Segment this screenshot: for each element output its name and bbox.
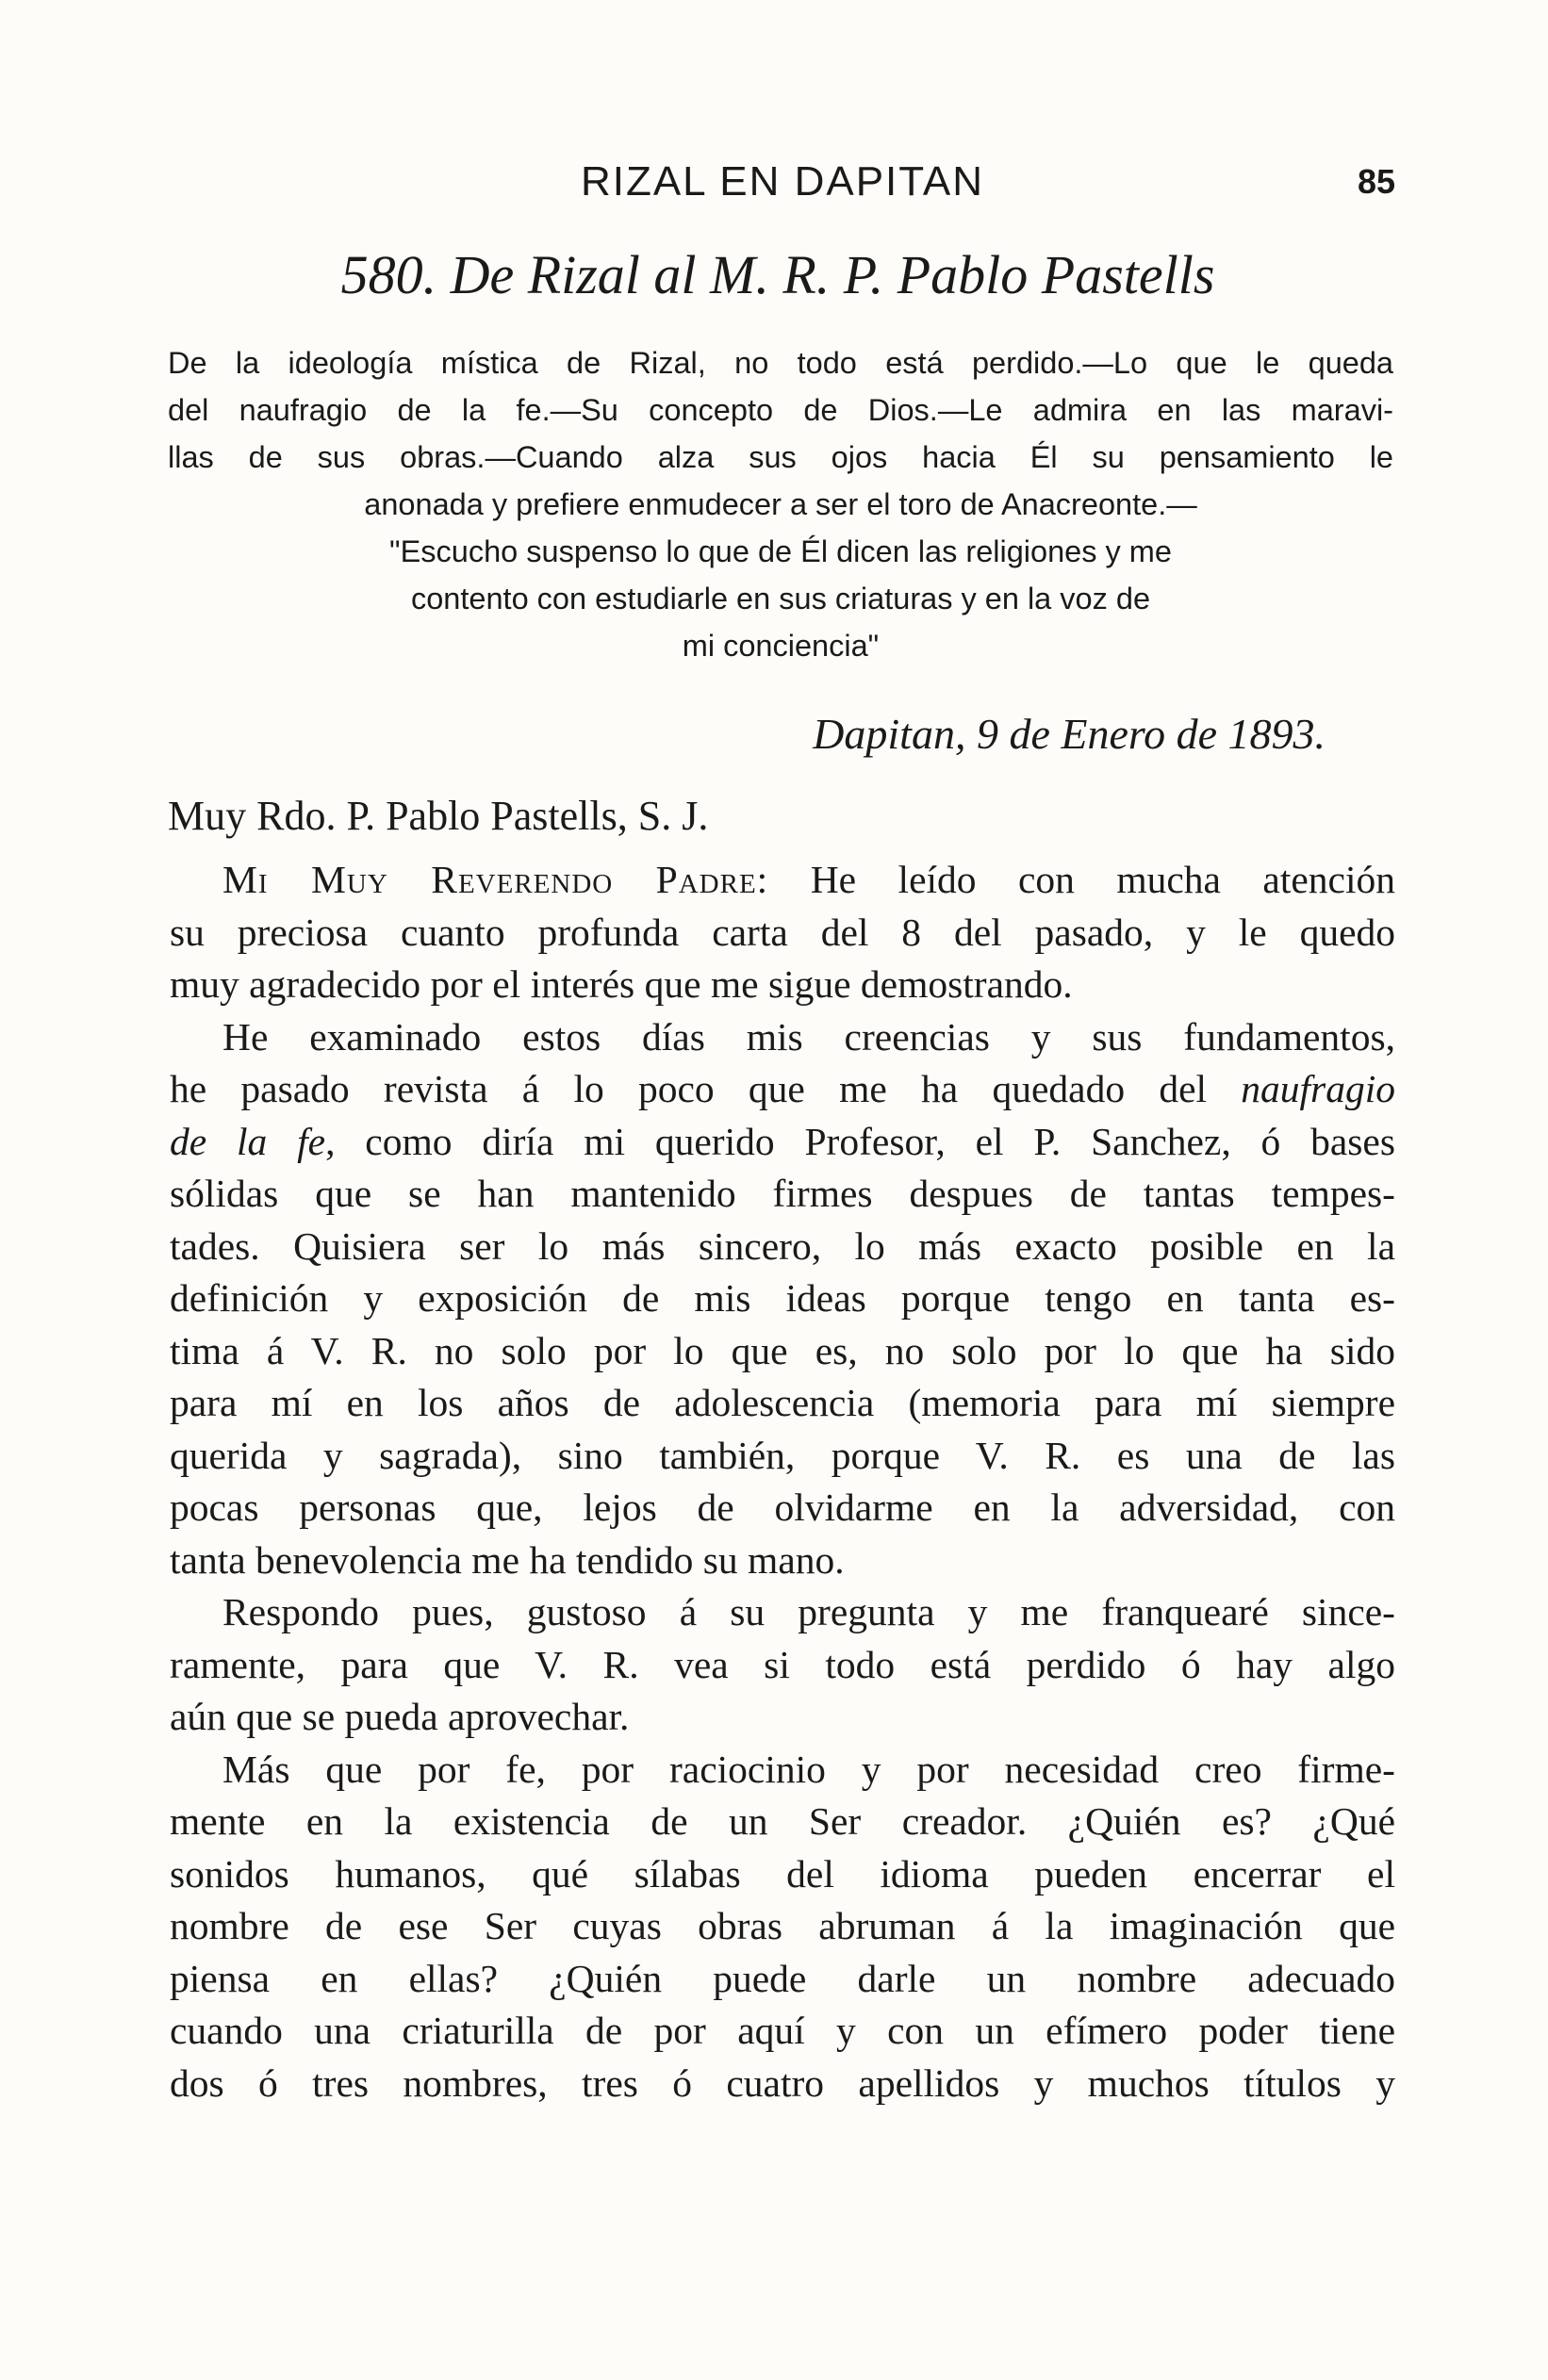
running-head (170, 158, 1395, 215)
summary-line: anonada y prefiere enmudecer a ser el toro de Anacreonte.— (364, 487, 1197, 521)
letter-summary (168, 339, 1393, 669)
opening-address: Mi Muy Reverendo Padre: (222, 858, 769, 901)
body-line: de la fe, como diría mi querido Profesor, el P. Sanchez, ó bases (170, 1119, 1396, 1163)
page-number: 85 (1357, 162, 1395, 201)
body-line: definición y exposición de mis ideas porque tengo en tanta es- (170, 1276, 1395, 1320)
body-line: su preciosa cuanto profunda carta del 8 del pasado, y le quedo (170, 910, 1395, 954)
body-line: tanta benevolencia me ha tendido su mano. (170, 1537, 845, 1582)
body-line: Más que por fe, por raciocinio y por necesidad creo firme- (222, 1747, 1395, 1791)
body-line: aún que se pueda aprovechar. (170, 1695, 630, 1738)
body-line: sonidos humanos, qué sílabas del idioma pueden encerrar el (170, 1851, 1395, 1896)
body-line: He examinado estos días mis creencias y sus fundamentos, (222, 1014, 1395, 1059)
salutation: Muy Rdo. P. Pablo Pastells, S. J. (168, 793, 709, 839)
summary-line: del naufragio de la fe.—Su concepto de Dios.—Le admira en las maravi- (168, 393, 1393, 427)
body-line: nombre de ese Ser cuyas obras abruman á la imaginación que (170, 1904, 1395, 1947)
summary-line: contento con estudiarle en sus criaturas y en la voz de (410, 582, 1151, 616)
body-line: he pasado revista á lo poco que me ha quedado del naufragio (170, 1067, 1395, 1110)
body-line: tades. Quisiera ser lo más sincero, lo más exacto posible en la (170, 1223, 1395, 1268)
body-line: ramente, para que V. R. vea si todo está perdido ó hay algo (170, 1642, 1395, 1686)
body-line: para mí en los años de adolescencia (memoria para mí siempre (170, 1381, 1395, 1424)
body-line: Respondo pues, gustoso á su pregunta y me franquearé since- (222, 1590, 1395, 1633)
summary-line: llas de sus obras.—Cuando alza sus ojos hacia Él su pensamiento le (168, 440, 1393, 474)
body-line: cuando una criaturilla de por aquí y con un efímero poder tiene (170, 2009, 1395, 2052)
summary-line: mi conciencia" (682, 629, 880, 663)
body-line: dos ó tres nombres, tres ó cuatro apellidos y muchos títulos y (170, 2060, 1395, 2105)
body-line: piensa en ellas? ¿Quién puede darle un nombre adecuado (170, 1956, 1395, 2000)
summary-line: De la ideología mística de Rizal, no todo está perdido.—Lo que le queda (168, 346, 1393, 380)
body-line: tima á V. R. no solo por lo que es, no solo por lo que ha sido (170, 1328, 1395, 1372)
body-line: Mi Muy Reverendo Padre: He leído con mucha atención (222, 858, 1396, 901)
body-line: mente en la existencia de un Ser creador. ¿Quién es? ¿Qué (170, 1799, 1395, 1843)
body-line: sólidas que se han mantenido firmes despues de tantas tempes- (170, 1172, 1395, 1215)
body-line: pocas personas que, lejos de olvidarme en la adversidad, con (170, 1485, 1395, 1529)
letter-body (170, 854, 1395, 2109)
letter-heading: 580. De Rizal al M. R. P. Pablo Pastells (340, 244, 1215, 305)
running-title: RIZAL EN DAPITAN (580, 158, 985, 205)
body-line: querida y sagrada), sino también, porque V. R. es una de las (170, 1433, 1395, 1477)
body-line: muy agradecido por el interés que me sigue demostrando. (170, 962, 1073, 1006)
summary-line: "Escucho suspenso lo que de Él dicen las religiones y me (389, 534, 1172, 568)
dateline: Dapitan, 9 de Enero de 1893. (813, 710, 1326, 758)
